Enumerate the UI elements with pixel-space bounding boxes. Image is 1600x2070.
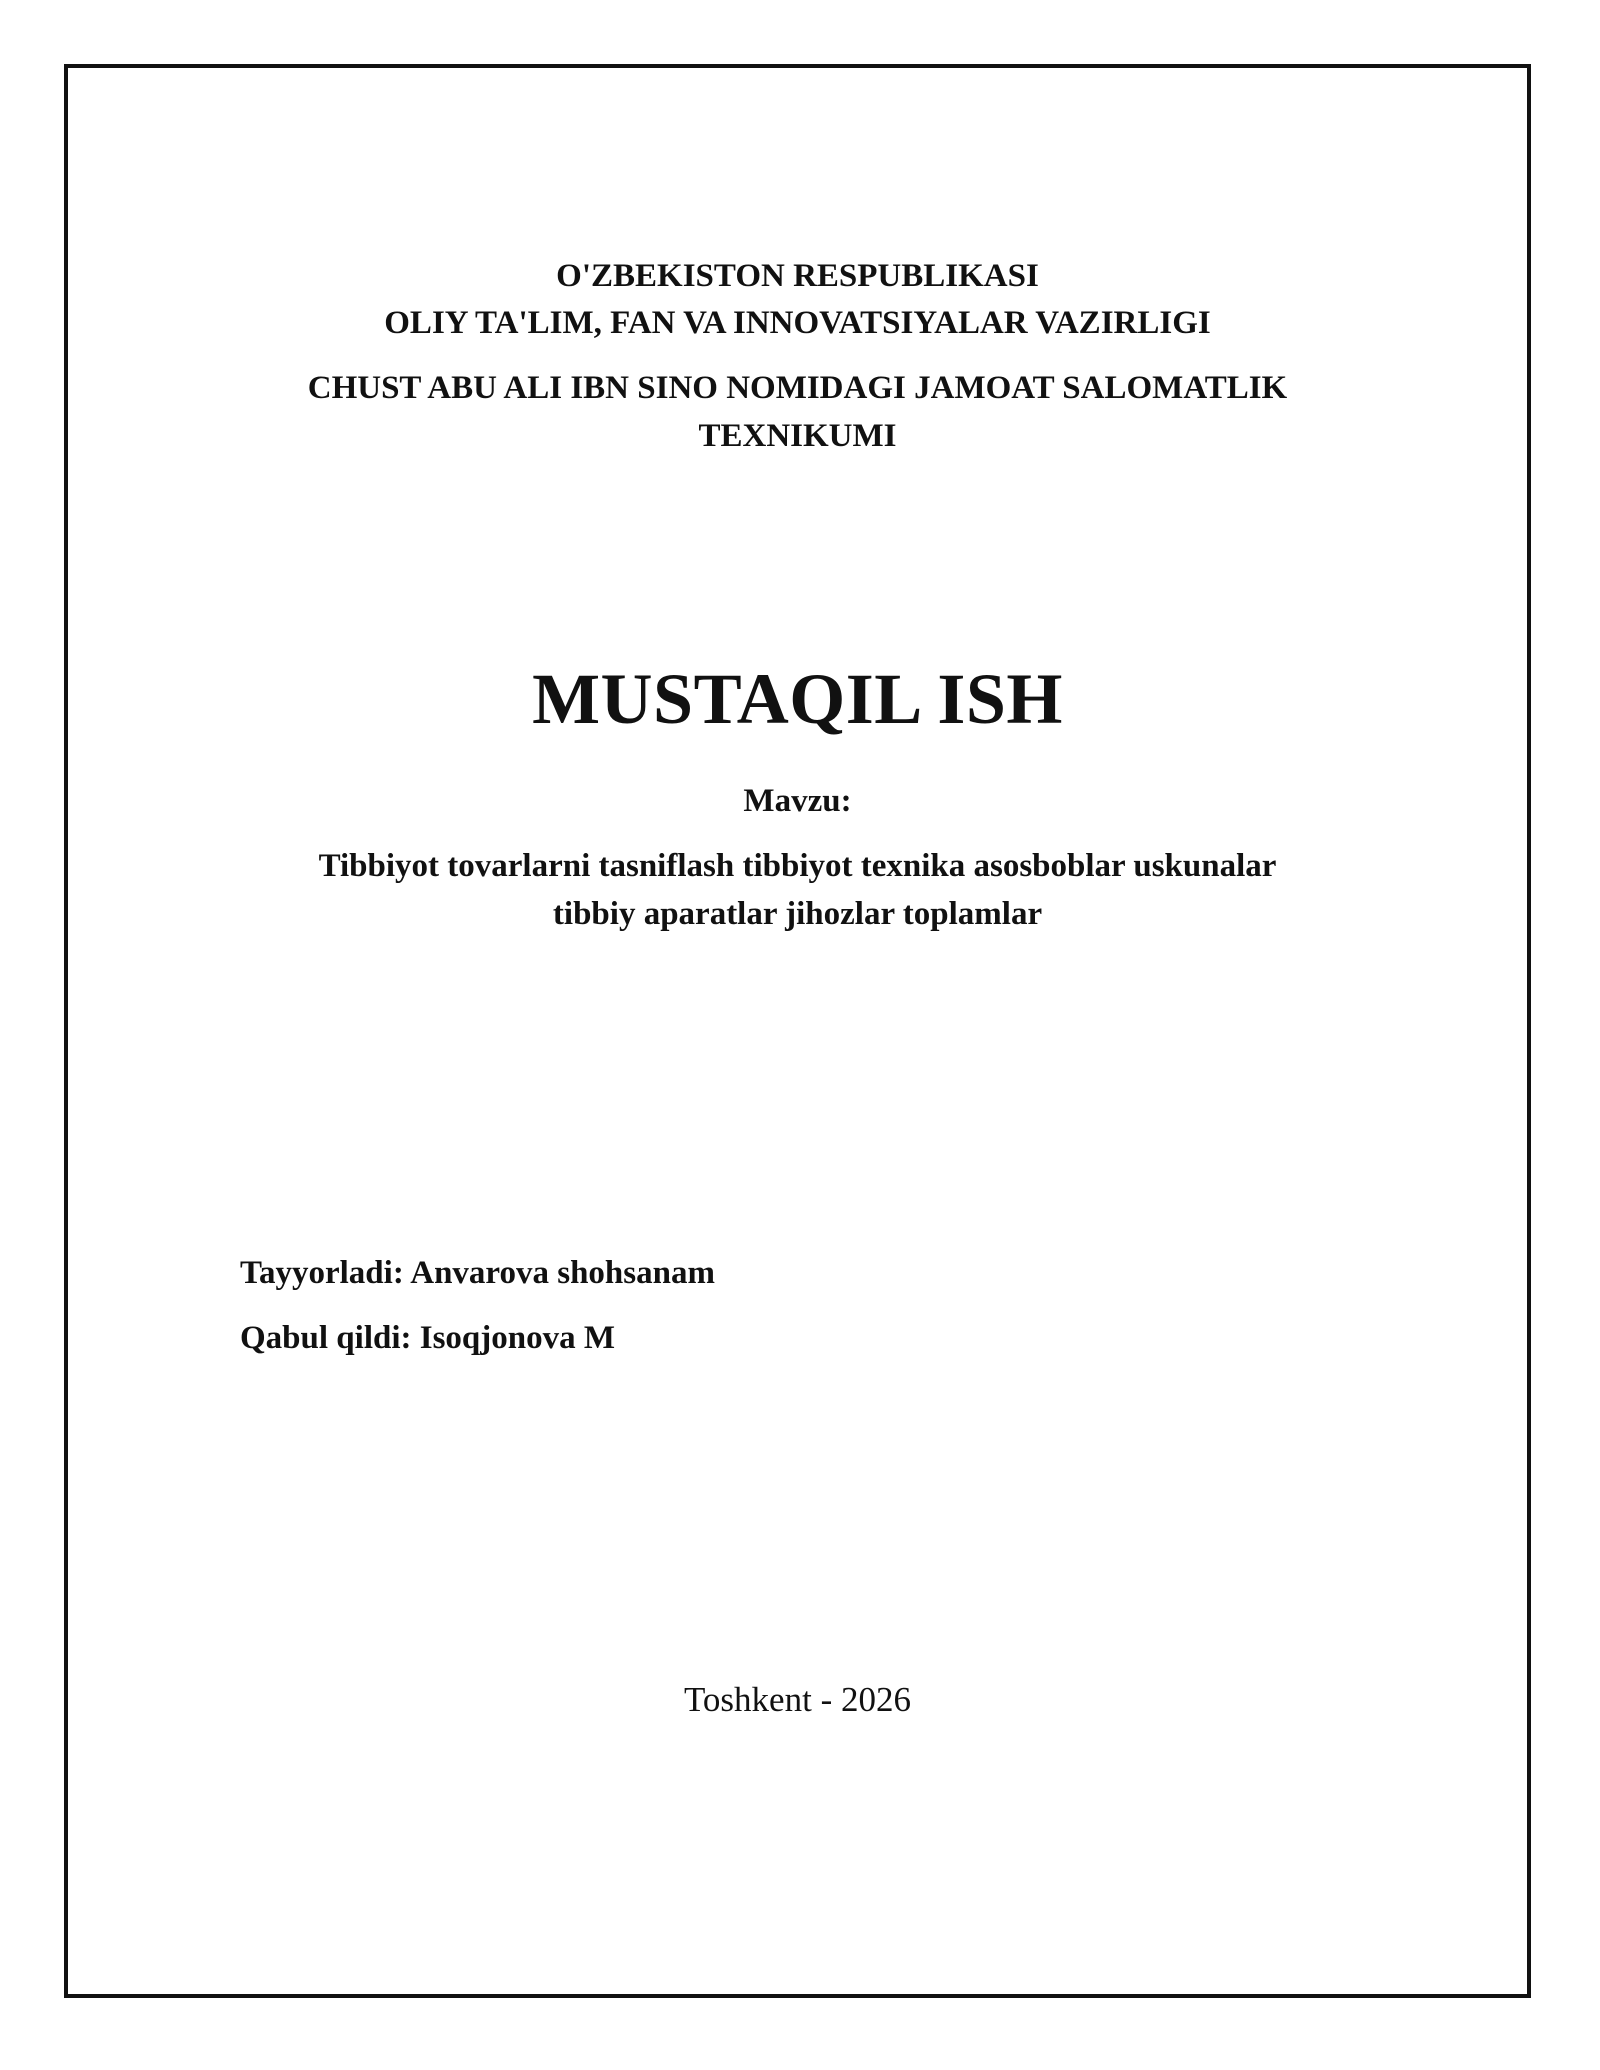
topic-label: Mavzu: bbox=[743, 783, 852, 819]
prepared-by: Tayyorladi: Anvarova shohsanam bbox=[240, 1255, 715, 1291]
document-title: MUSTAQIL ISH bbox=[532, 659, 1063, 739]
topic-text-line2: tibbiy aparatlar jihozlar toplamlar bbox=[552, 896, 1043, 932]
country-heading: O'ZBEKISTON RESPUBLIKASI bbox=[556, 258, 1039, 294]
page-border-frame bbox=[64, 64, 1531, 1998]
accepted-by: Qabul qildi: Isoqjonova M bbox=[240, 1320, 616, 1356]
topic-text-line1: Tibbiyot tovarlarni tasniflash tibbiyot texnika asosboblar uskunalar bbox=[318, 848, 1277, 884]
college-heading-line1: CHUST ABU ALI IBN SINO NOMIDAGI JAMOAT SALOMATLIK bbox=[307, 370, 1288, 406]
college-heading-line2: TEXNIKUMI bbox=[698, 418, 897, 454]
ministry-heading: OLIY TA'LIM, FAN VA INNOVATSIYALAR VAZIRLIGI bbox=[384, 305, 1211, 341]
city-year: Toshkent - 2026 bbox=[684, 1680, 911, 1719]
